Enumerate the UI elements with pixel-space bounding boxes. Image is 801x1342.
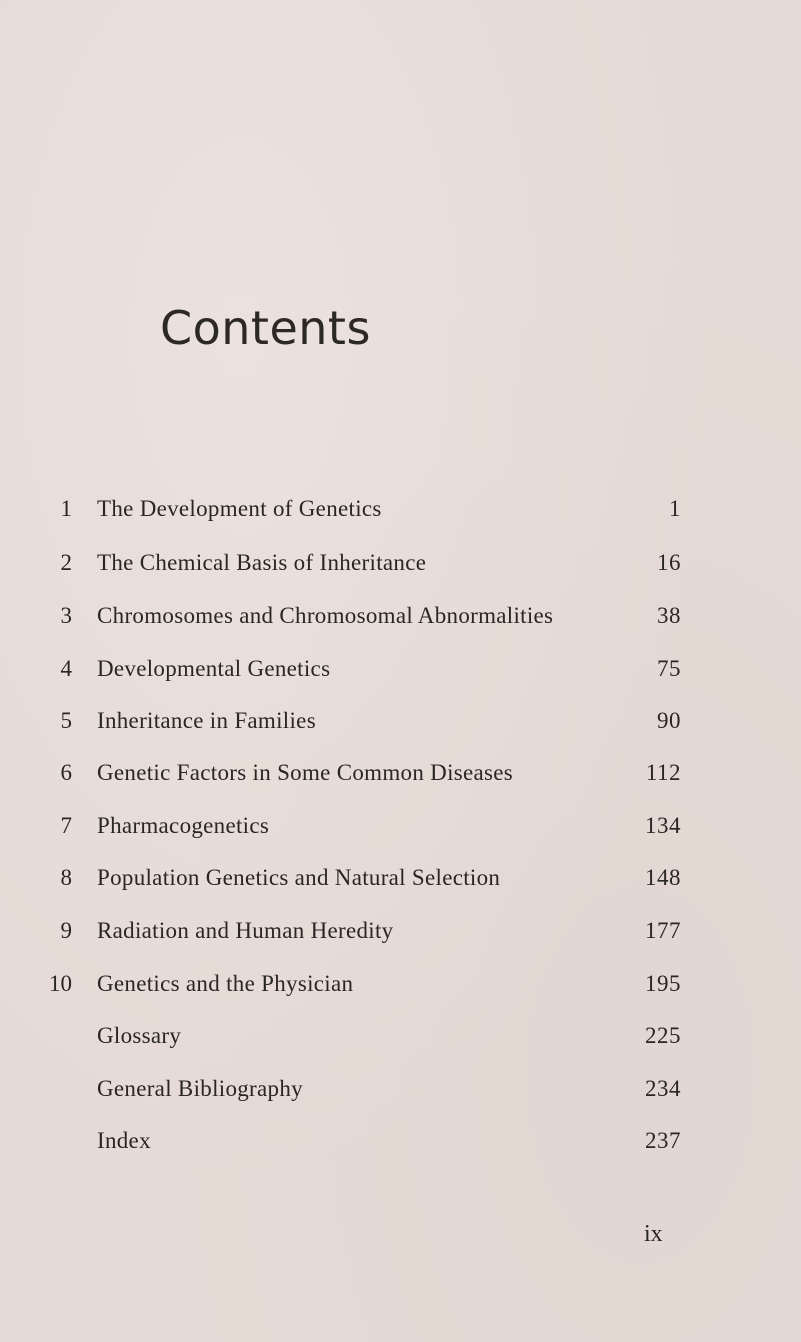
chapter-title: Genetic Factors in Some Common Diseases [97, 760, 514, 785]
page-number: 237 [645, 1128, 681, 1153]
chapter-number: 1 [60, 496, 72, 521]
page-number: 134 [645, 813, 681, 838]
toc-entry [0, 753, 801, 793]
toc-entry [0, 1121, 801, 1161]
toc-entry [0, 1016, 801, 1056]
page-number: 234 [645, 1076, 681, 1101]
page-number: 112 [645, 760, 681, 785]
page-number: 90 [657, 708, 681, 733]
page-title: Contents [160, 301, 371, 355]
page-number: 225 [645, 1023, 681, 1048]
toc-entry [0, 596, 801, 636]
chapter-title: Chromosomes and Chromosomal Abnormalities [97, 603, 554, 628]
chapter-title: Radiation and Human Heredity [97, 918, 394, 943]
toc-entry [0, 858, 801, 898]
chapter-number: 9 [60, 918, 72, 943]
chapter-number: 6 [60, 760, 72, 785]
chapter-number: 10 [49, 971, 72, 996]
folio-page-number: ix [644, 1221, 663, 1247]
chapter-title: Glossary [97, 1023, 182, 1048]
page-number: 195 [645, 971, 681, 996]
chapter-number: 7 [60, 813, 72, 838]
toc-entry [0, 543, 801, 583]
toc-entry [0, 911, 801, 951]
chapter-title: Genetics and the Physician [97, 971, 354, 996]
toc-entry [0, 964, 801, 1004]
toc-entry [0, 806, 801, 846]
toc-entry [0, 489, 801, 529]
chapter-title: Pharmacogenetics [97, 813, 270, 838]
chapter-number: 5 [60, 708, 72, 733]
chapter-title: Developmental Genetics [97, 656, 331, 681]
page-number: 177 [645, 918, 681, 943]
chapter-number: 4 [60, 656, 72, 681]
toc-entry [0, 649, 801, 689]
chapter-title: Population Genetics and Natural Selection [97, 865, 501, 890]
chapter-title: The Development of Genetics [97, 496, 382, 521]
chapter-title: The Chemical Basis of Inheritance [97, 550, 427, 575]
page-number: 148 [645, 865, 681, 890]
page-number: 38 [657, 603, 681, 628]
page-number: 1 [669, 496, 681, 521]
chapter-title: General Bibliography [97, 1076, 303, 1101]
page-number: 16 [657, 550, 681, 575]
chapter-number: 8 [60, 865, 72, 890]
chapter-number: 2 [60, 550, 72, 575]
toc-entry [0, 701, 801, 741]
chapter-title: Inheritance in Families [97, 708, 316, 733]
chapter-title: Index [97, 1128, 151, 1153]
toc-entry [0, 1069, 801, 1109]
chapter-number: 3 [60, 603, 72, 628]
page-number: 75 [657, 656, 681, 681]
